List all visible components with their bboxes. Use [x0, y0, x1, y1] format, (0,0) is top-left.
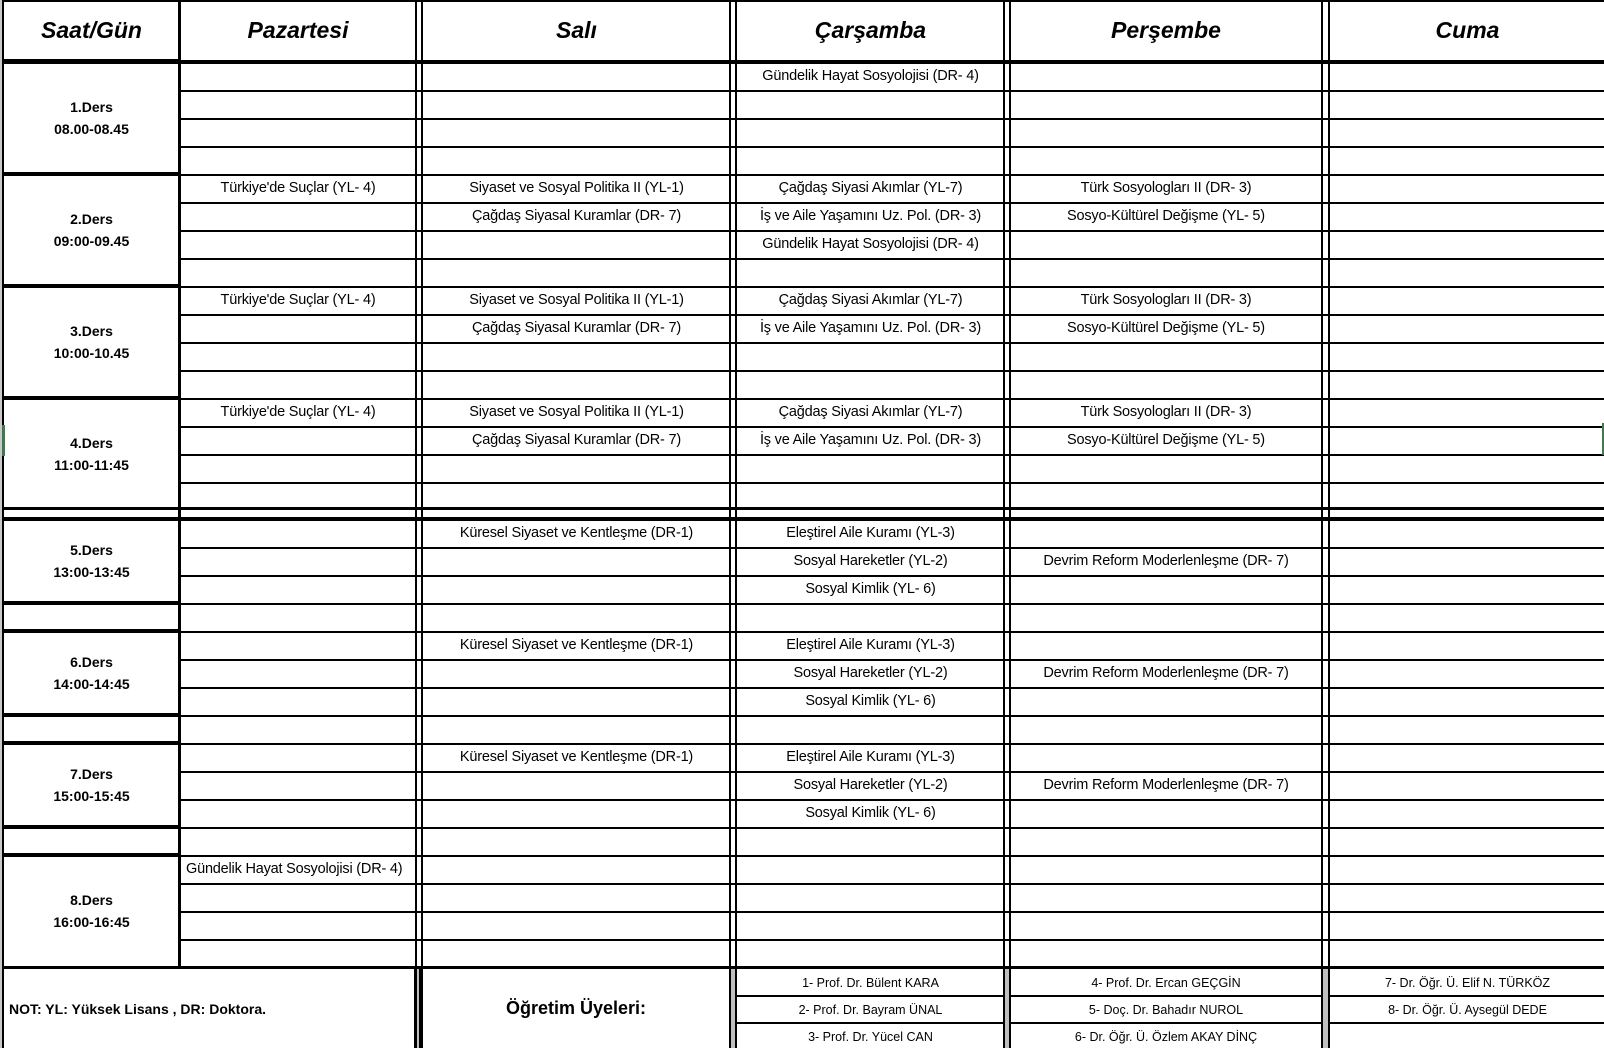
slot-number: 7.Ders [70, 766, 113, 782]
course-cell[interactable] [1010, 575, 1322, 603]
left-border [2, 0, 4, 1048]
course-cell[interactable] [1330, 743, 1604, 771]
course-cell[interactable]: Sosyal Kimlik (YL- 6) [805, 581, 936, 597]
course-cell[interactable] [423, 547, 730, 575]
slot-border [2, 741, 179, 745]
course-cell[interactable]: Sosyal Hareketler (YL-2) [793, 553, 948, 569]
row-line [179, 631, 1604, 633]
row-line [179, 911, 1604, 913]
course-cell[interactable]: Türk Sosyologları II (DR- 3) [1080, 180, 1252, 196]
course-cell[interactable] [180, 202, 416, 230]
slot-time: 16:00-16:45 [53, 914, 130, 930]
course-cell[interactable] [737, 90, 1004, 118]
row-line [179, 370, 1604, 372]
row-line [179, 118, 1604, 120]
top-border [2, 0, 1604, 2]
slot-label [4, 398, 179, 510]
slot-border [2, 825, 179, 829]
course-cell[interactable] [1330, 631, 1604, 659]
slot-number: 6.Ders [70, 654, 113, 670]
column-separator [421, 0, 423, 966]
course-cell[interactable] [1330, 174, 1604, 202]
row-line [179, 398, 1604, 400]
course-cell[interactable] [423, 715, 730, 743]
course-cell[interactable]: Sosyo-Kültürel Değişme (YL- 5) [1067, 320, 1265, 336]
course-cell[interactable] [1330, 118, 1604, 146]
course-cell[interactable] [1010, 258, 1322, 286]
slot-label [4, 174, 179, 286]
course-cell[interactable] [737, 939, 1004, 967]
course-cell[interactable] [737, 342, 1004, 370]
row-line [179, 799, 1604, 801]
slot-label [4, 519, 179, 603]
course-cell[interactable]: Sosyo-Kültürel Değişme (YL- 5) [1067, 208, 1265, 224]
course-cell[interactable] [180, 519, 416, 547]
slot-border [2, 601, 179, 605]
course-cell[interactable]: Türk Sosyologları II (DR- 3) [1080, 404, 1252, 420]
gap-fill [731, 510, 735, 517]
course-cell[interactable] [1010, 715, 1322, 743]
slot-border [2, 60, 179, 64]
slot-label [4, 855, 179, 967]
course-cell[interactable] [180, 603, 416, 631]
course-cell[interactable] [1330, 883, 1604, 911]
slot-time: 09:00-09.45 [53, 233, 130, 249]
course-cell[interactable] [423, 799, 730, 827]
course-cell[interactable] [1330, 258, 1604, 286]
course-cell[interactable]: Siyaset ve Sosyal Politika II (YL-1) [469, 404, 684, 420]
course-cell[interactable] [1010, 799, 1322, 827]
course-cell[interactable] [737, 370, 1004, 398]
course-cell[interactable]: Türkiye'de Suçlar (YL- 4) [220, 180, 376, 196]
course-cell[interactable] [423, 827, 730, 855]
gap-fill [1323, 510, 1328, 517]
course-cell[interactable] [423, 771, 730, 799]
slot-time: 14:00-14:45 [53, 676, 130, 692]
course-cell[interactable] [1010, 482, 1322, 510]
course-cell[interactable] [180, 258, 416, 286]
course-cell[interactable] [1010, 342, 1322, 370]
course-cell[interactable] [180, 547, 416, 575]
course-cell[interactable] [1010, 827, 1322, 855]
slot-label [4, 631, 179, 715]
course-cell[interactable] [1330, 771, 1604, 799]
course-cell[interactable] [1010, 911, 1322, 939]
column-separator [1003, 0, 1005, 966]
course-cell[interactable] [423, 883, 730, 911]
course-cell[interactable]: Türk Sosyologları II (DR- 3) [1080, 292, 1252, 308]
course-cell[interactable]: Eleştirel Aile Kuramı (YL-3) [786, 749, 955, 765]
faculty-member: 4- Prof. Dr. Ercan GEÇGİN [1091, 975, 1241, 990]
label-column-border [178, 0, 181, 966]
footer-separator-gap [1323, 969, 1328, 1048]
course-cell[interactable]: Siyaset ve Sosyal Politika II (YL-1) [469, 180, 684, 196]
header-day-2: Çarşamba [814, 16, 927, 43]
row-line [179, 939, 1604, 941]
course-cell[interactable] [180, 715, 416, 743]
faculty-member: 2- Prof. Dr. Bayram ÜNAL [798, 1002, 943, 1017]
course-cell[interactable]: Çağdaş Siyasal Kuramlar (DR- 7) [472, 320, 681, 336]
course-cell[interactable] [423, 575, 730, 603]
footer-separator-gap [1005, 969, 1009, 1048]
course-cell[interactable] [1010, 603, 1322, 631]
course-cell[interactable]: Türkiye'de Suçlar (YL- 4) [220, 404, 376, 420]
header-day-1: Salı [556, 16, 597, 43]
faculty-member: 3- Prof. Dr. Yücel CAN [808, 1029, 933, 1044]
row-line [179, 827, 1604, 829]
row-line [179, 575, 1604, 577]
course-cell[interactable] [1330, 342, 1604, 370]
slot-time: 13:00-13:45 [53, 564, 130, 580]
course-cell[interactable] [1010, 62, 1322, 90]
row-line [179, 883, 1604, 885]
course-cell[interactable] [1330, 519, 1604, 547]
course-cell[interactable]: Çağdaş Siyasi Akımlar (YL-7) [778, 404, 963, 420]
course-cell[interactable] [737, 603, 1004, 631]
lunch-break-border [2, 517, 1604, 520]
row-line [179, 603, 1604, 605]
course-cell[interactable] [423, 603, 730, 631]
gap-fill [1005, 510, 1009, 517]
course-cell[interactable] [180, 827, 416, 855]
course-cell[interactable]: Çağdaş Siyasal Kuramlar (DR- 7) [472, 208, 681, 224]
course-cell[interactable] [1010, 146, 1322, 174]
course-cell[interactable] [180, 342, 416, 370]
course-cell[interactable] [423, 659, 730, 687]
course-cell[interactable] [737, 146, 1004, 174]
slot-number: 5.Ders [70, 542, 113, 558]
course-cell[interactable] [1330, 911, 1604, 939]
course-cell[interactable] [1010, 90, 1322, 118]
course-cell[interactable]: Devrim Reform Moderlenleşme (DR- 7) [1043, 553, 1289, 569]
slot-border [2, 629, 179, 633]
course-cell[interactable] [423, 90, 730, 118]
row-line [179, 174, 1604, 176]
course-cell[interactable] [1330, 855, 1604, 883]
course-cell[interactable] [1330, 202, 1604, 230]
course-cell[interactable]: Eleştirel Aile Kuramı (YL-3) [786, 525, 955, 541]
course-cell[interactable] [1330, 314, 1604, 342]
faculty-member [1330, 1023, 1604, 1050]
course-cell[interactable] [423, 230, 730, 258]
row-line [179, 90, 1604, 92]
course-cell[interactable] [1010, 519, 1322, 547]
course-cell[interactable]: Sosyal Hareketler (YL-2) [793, 777, 948, 793]
row-line [179, 743, 1604, 745]
course-cell[interactable] [737, 258, 1004, 286]
course-cell[interactable] [737, 482, 1004, 510]
lunch-break-border [2, 507, 1604, 510]
column-separator [1009, 0, 1011, 966]
slot-border [2, 284, 179, 288]
column-separator [1321, 0, 1323, 966]
course-cell[interactable]: İş ve Aile Yaşamını Uz. Pol. (DR- 3) [759, 208, 982, 224]
course-cell[interactable] [1010, 939, 1322, 967]
row-line [179, 202, 1604, 204]
course-cell[interactable] [737, 454, 1004, 482]
course-cell[interactable] [1010, 454, 1322, 482]
row-line [179, 314, 1604, 316]
course-cell[interactable] [1330, 575, 1604, 603]
slot-time: 10:00-10.45 [53, 345, 130, 361]
course-cell[interactable] [737, 855, 1004, 883]
course-cell[interactable] [737, 118, 1004, 146]
course-cell[interactable] [180, 883, 416, 911]
course-cell[interactable] [180, 146, 416, 174]
course-cell[interactable] [737, 827, 1004, 855]
course-cell[interactable] [423, 939, 730, 967]
slot-time: 15:00-15:45 [53, 788, 130, 804]
course-cell[interactable] [423, 258, 730, 286]
course-cell[interactable] [737, 911, 1004, 939]
gap-fill [417, 510, 421, 517]
header-day-3: Perşembe [1111, 16, 1221, 43]
course-cell[interactable]: Sosyal Kimlik (YL- 6) [805, 693, 936, 709]
course-cell[interactable] [1330, 90, 1604, 118]
slot-border [2, 713, 179, 717]
slot-number: 4.Ders [70, 435, 113, 451]
faculty-member: 5- Doç. Dr. Bahadır NUROL [1088, 1002, 1244, 1017]
slot-border [2, 396, 179, 400]
row-line [179, 659, 1604, 661]
course-cell[interactable]: Türkiye'de Suçlar (YL- 4) [220, 292, 376, 308]
faculty-member: 8- Dr. Öğr. Ü. Aysegül DEDE [1388, 1002, 1547, 1017]
course-cell[interactable] [1330, 939, 1604, 967]
legend-note: NOT: YL: Yüksek Lisans , DR: Doktora. [9, 1000, 266, 1017]
slot-number: 1.Ders [70, 99, 113, 115]
course-cell[interactable] [1330, 146, 1604, 174]
course-cell[interactable] [1010, 687, 1322, 715]
course-cell[interactable] [1330, 659, 1604, 687]
course-cell[interactable] [423, 855, 730, 883]
slot-label [4, 62, 179, 174]
course-cell[interactable] [1330, 62, 1604, 90]
slot-number: 8.Ders [70, 892, 113, 908]
faculty-member: 1- Prof. Dr. Bülent KARA [802, 975, 939, 990]
course-cell[interactable] [1010, 118, 1322, 146]
course-cell[interactable]: Eleştirel Aile Kuramı (YL-3) [786, 637, 955, 653]
course-cell[interactable]: Siyaset ve Sosyal Politika II (YL-1) [469, 292, 684, 308]
row-selection-marker [2, 425, 5, 456]
column-separator [415, 0, 417, 966]
course-cell[interactable] [180, 118, 416, 146]
slot-border [2, 853, 179, 857]
course-cell[interactable] [1330, 482, 1604, 510]
course-cell[interactable]: Çağdaş Siyasi Akımlar (YL-7) [778, 292, 963, 308]
row-line [179, 547, 1604, 549]
row-line [179, 855, 1604, 857]
course-cell[interactable] [1330, 799, 1604, 827]
course-cell[interactable] [180, 230, 416, 258]
course-cell[interactable] [180, 314, 416, 342]
header-day-4: Cuma [1435, 16, 1500, 43]
course-cell[interactable] [180, 454, 416, 482]
course-cell[interactable]: Devrim Reform Moderlenleşme (DR- 7) [1043, 777, 1289, 793]
course-cell[interactable] [1330, 370, 1604, 398]
column-separator [735, 0, 737, 966]
course-cell[interactable] [1330, 454, 1604, 482]
course-cell[interactable] [423, 62, 730, 90]
course-cell[interactable]: Sosyo-Kültürel Değişme (YL- 5) [1067, 432, 1265, 448]
course-cell[interactable] [423, 146, 730, 174]
course-cell[interactable] [180, 743, 416, 771]
course-cell[interactable]: Gündelik Hayat Sosyolojisi (DR- 4) [762, 236, 979, 252]
course-cell[interactable]: Sosyal Kimlik (YL- 6) [805, 805, 936, 821]
course-cell[interactable] [180, 426, 416, 454]
course-cell[interactable] [1010, 631, 1322, 659]
course-cell[interactable] [423, 454, 730, 482]
course-cell[interactable]: İş ve Aile Yaşamını Uz. Pol. (DR- 3) [759, 432, 982, 448]
course-cell[interactable] [180, 631, 416, 659]
slot-number: 2.Ders [70, 211, 113, 227]
course-cell[interactable]: Gündelik Hayat Sosyolojisi (DR- 4) [762, 68, 979, 84]
faculty-member: 6- Dr. Öğr. Ü. Özlem AKAY DİNÇ [1074, 1029, 1258, 1044]
row-line [179, 454, 1604, 456]
footer-separator-gap [731, 969, 735, 1048]
course-cell[interactable] [180, 799, 416, 827]
course-cell[interactable] [423, 118, 730, 146]
row-line [179, 230, 1604, 232]
course-cell[interactable]: İş ve Aile Yaşamını Uz. Pol. (DR- 3) [759, 320, 982, 336]
row-line [179, 62, 1604, 64]
slot-label [4, 286, 179, 398]
course-cell[interactable] [1010, 230, 1322, 258]
course-cell[interactable]: Çağdaş Siyasi Akımlar (YL-7) [778, 180, 963, 196]
row-line [179, 715, 1604, 717]
course-cell[interactable]: Devrim Reform Moderlenleşme (DR- 7) [1043, 665, 1289, 681]
course-cell[interactable]: Gündelik Hayat Sosyolojisi (DR- 4) [186, 861, 403, 877]
row-line [179, 426, 1604, 428]
row-line [179, 687, 1604, 689]
course-cell[interactable] [180, 687, 416, 715]
course-cell[interactable] [180, 370, 416, 398]
course-cell[interactable] [1330, 230, 1604, 258]
course-cell[interactable]: Küresel Siyaset ve Kentleşme (DR-1) [459, 637, 694, 653]
row-line [179, 342, 1604, 344]
header-day-0: Pazartesi [247, 16, 349, 43]
slot-time: 08.00-08.45 [54, 121, 129, 137]
slot-label [4, 743, 179, 827]
course-cell[interactable] [423, 911, 730, 939]
column-separator [729, 0, 731, 966]
row-line [179, 146, 1604, 148]
row-line [179, 771, 1604, 773]
slot-time: 11:00-11:45 [54, 457, 129, 473]
course-cell[interactable] [180, 911, 416, 939]
course-cell[interactable]: Çağdaş Siyasal Kuramlar (DR- 7) [472, 432, 681, 448]
course-cell[interactable] [180, 771, 416, 799]
course-cell[interactable] [1330, 398, 1604, 426]
row-line [179, 258, 1604, 260]
course-cell[interactable] [180, 939, 416, 967]
course-cell[interactable] [180, 62, 416, 90]
course-cell[interactable] [1010, 743, 1322, 771]
course-cell[interactable] [423, 482, 730, 510]
row-line [179, 286, 1604, 288]
course-cell[interactable] [1330, 715, 1604, 743]
course-cell[interactable] [1010, 883, 1322, 911]
course-cell[interactable] [1010, 370, 1322, 398]
faculty-title: Öğretim Üyeleri: [505, 998, 647, 1018]
course-cell[interactable] [1330, 426, 1604, 454]
course-cell[interactable]: Küresel Siyaset ve Kentleşme (DR-1) [459, 749, 694, 765]
course-cell[interactable] [180, 575, 416, 603]
course-cell[interactable] [1330, 687, 1604, 715]
course-cell[interactable] [1330, 547, 1604, 575]
course-cell[interactable] [423, 342, 730, 370]
course-cell[interactable] [1330, 286, 1604, 314]
course-cell[interactable]: Küresel Siyaset ve Kentleşme (DR-1) [459, 525, 694, 541]
course-cell[interactable] [180, 90, 416, 118]
course-cell[interactable] [1010, 855, 1322, 883]
course-cell[interactable] [423, 687, 730, 715]
course-cell[interactable] [737, 883, 1004, 911]
slot-border [2, 172, 179, 176]
course-cell[interactable] [1330, 827, 1604, 855]
course-cell[interactable]: Sosyal Hareketler (YL-2) [793, 665, 948, 681]
course-cell[interactable] [1330, 603, 1604, 631]
course-cell[interactable] [180, 482, 416, 510]
faculty-member: 7- Dr. Öğr. Ü. Elif N. TÜRKÖZ [1384, 975, 1551, 990]
course-cell[interactable] [180, 659, 416, 687]
header-time-day: Saat/Gün [41, 16, 142, 43]
footer-separator-core [417, 969, 419, 1048]
course-cell[interactable] [423, 370, 730, 398]
column-separator [1328, 0, 1330, 966]
row-line [179, 482, 1604, 484]
slot-number: 3.Ders [70, 323, 113, 339]
course-cell[interactable] [737, 715, 1004, 743]
